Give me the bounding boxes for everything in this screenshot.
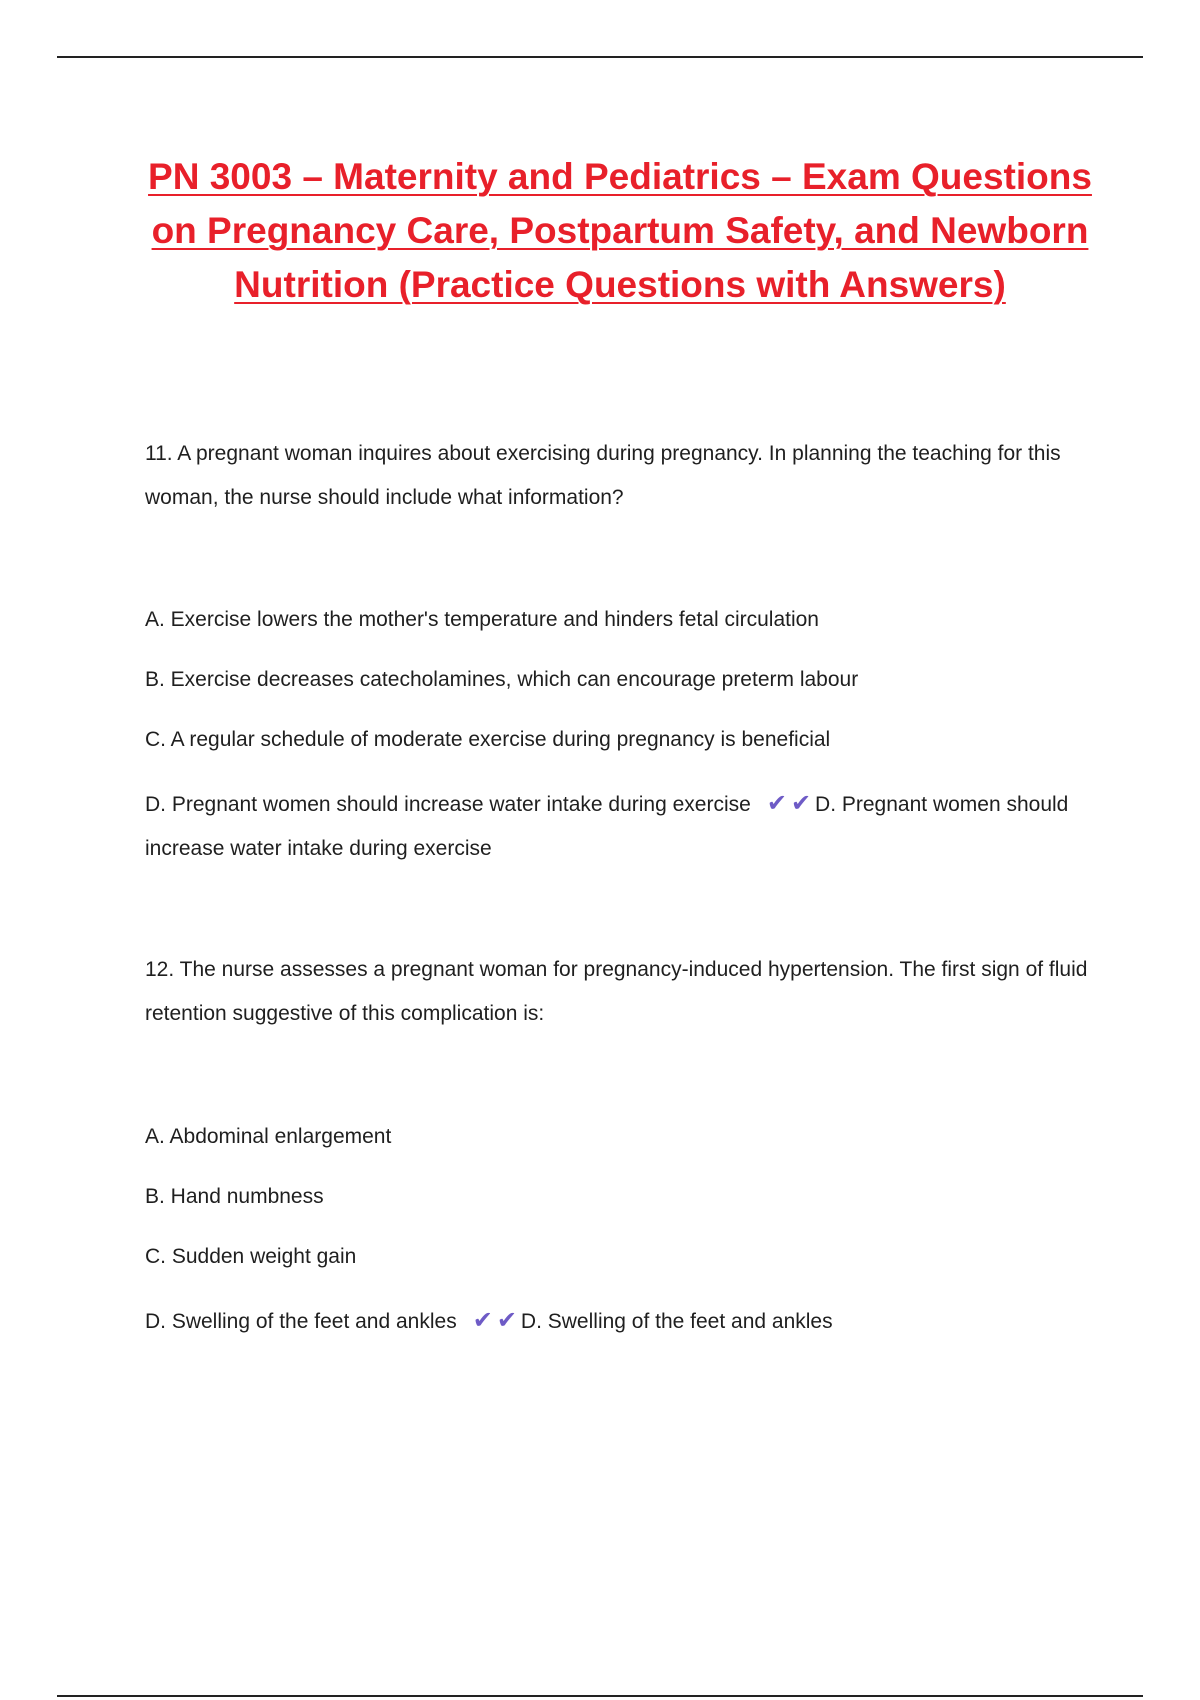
option-d: D. Pregnant women should increase water intake during exercise <box>145 793 751 816</box>
answer-text: D. Pregnant women should increase water intake during exercise <box>145 793 1069 860</box>
answer-text: D. Swelling of the feet and ankles <box>520 1310 833 1333</box>
check-icon: ✔ <box>496 1307 517 1334</box>
option-c: C. Sudden weight gain <box>145 1245 357 1268</box>
check-icon: ✔ <box>472 1307 493 1334</box>
document-title: PN 3003 – Maternity and Pediatrics – Exam Questions on Pregnancy Care, Postpartum Safety, and Newborn Nutrition (Practice Questions with Answers) <box>148 156 1092 305</box>
option-d-with-answer <box>145 782 1090 871</box>
top-rule <box>57 56 1143 58</box>
bottom-rule <box>57 1695 1143 1697</box>
answer-marks <box>765 790 813 817</box>
option-b: B. Hand numbness <box>145 1185 324 1208</box>
option-c: C. A regular schedule of moderate exercise during pregnancy is beneficial <box>145 728 831 751</box>
option-b: B. Exercise decreases catecholamines, which can encourage preterm labour <box>145 668 859 691</box>
question-stem: 12. The nurse assesses a pregnant woman for pregnancy-induced hypertension. The first sign of fluid retention suggestive of this complication is: <box>145 958 1088 1025</box>
check-icon: ✔ <box>766 790 787 817</box>
question-stem: 11. A pregnant woman inquires about exercising during pregnancy. In planning the teaching for this woman, the nurse should include what information? <box>145 442 1061 509</box>
option-d: D. Swelling of the feet and ankles <box>145 1310 457 1333</box>
option-d-with-answer <box>145 1299 1090 1344</box>
question-12 <box>145 948 1090 1036</box>
question-11 <box>145 432 1090 520</box>
check-icon: ✔ <box>790 790 812 817</box>
answer-marks <box>471 1307 519 1334</box>
option-a: A. Abdominal enlargement <box>145 1125 392 1148</box>
option-a: A. Exercise lowers the mother's temperature and hinders fetal circulation <box>145 608 819 631</box>
